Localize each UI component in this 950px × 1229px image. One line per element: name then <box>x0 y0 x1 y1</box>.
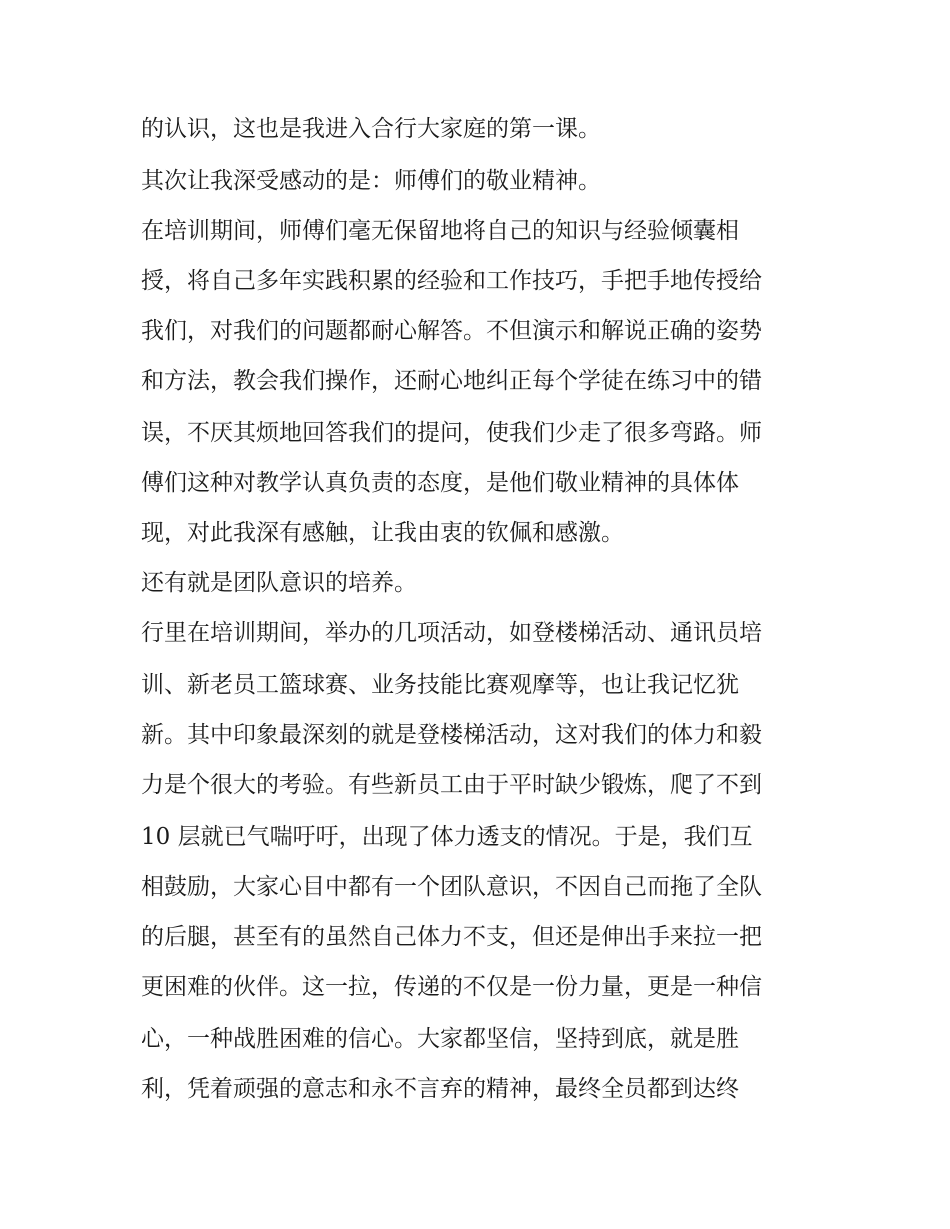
text-line: 利，凭着顽强的意志和永不言弃的精神，最终全员都到达终 <box>141 1076 739 1102</box>
text-line: 其次让我深受感动的是：师傅们的敬业精神。 <box>141 168 601 194</box>
text-line: 在培训期间，师傅们毫无保留地将自己的知识与经验倾囊相 <box>141 218 739 244</box>
text-line: 还有就是团队意识的培养。 <box>141 570 417 596</box>
text-line: 我们，对我们的问题都耐心解答。不但演示和解说正确的姿势 <box>141 318 762 344</box>
text-line: 的后腿，甚至有的虽然自己体力不支，但还是伸出手来拉一把 <box>141 924 762 950</box>
text-line: 傅们这种对教学认真负责的态度，是他们敬业精神的具体体 <box>141 470 739 496</box>
text-line: 更困难的伙伴。这一拉，传递的不仅是一份力量，更是一种信 <box>141 974 762 1000</box>
text-line: 授，将自己多年实践积累的经验和工作技巧，手把手地传授给 <box>141 268 762 294</box>
text-line: 误，不厌其烦地回答我们的提问，使我们少走了很多弯路。师 <box>141 420 762 446</box>
text-line: 力是个很大的考验。有些新员工由于平时缺少锻炼，爬了不到 <box>141 772 762 798</box>
text-line: 新。其中印象最深刻的就是登楼梯活动，这对我们的体力和毅 <box>141 722 762 748</box>
text-line: 相鼓励，大家心目中都有一个团队意识，不因自己而拖了全队 <box>141 874 762 900</box>
text-line: 行里在培训期间，举办的几项活动，如登楼梯活动、通讯员培 <box>141 620 762 646</box>
text-line: 的认识，这也是我进入合行大家庭的第一课。 <box>141 116 601 142</box>
text-line: 心，一种战胜困难的信心。大家都坚信，坚持到底，就是胜 <box>141 1026 739 1052</box>
text-line: 和方法，教会我们操作，还耐心地纠正每个学徒在练习中的错 <box>141 368 762 394</box>
text-line: 现，对此我深有感触，让我由衷的钦佩和感激。 <box>141 520 624 546</box>
text-line: 10 层就已气喘吁吁，出现了体力透支的情况。于是，我们互 <box>141 824 753 850</box>
text-line: 训、新老员工篮球赛、业务技能比赛观摩等，也让我记忆犹 <box>141 672 739 698</box>
